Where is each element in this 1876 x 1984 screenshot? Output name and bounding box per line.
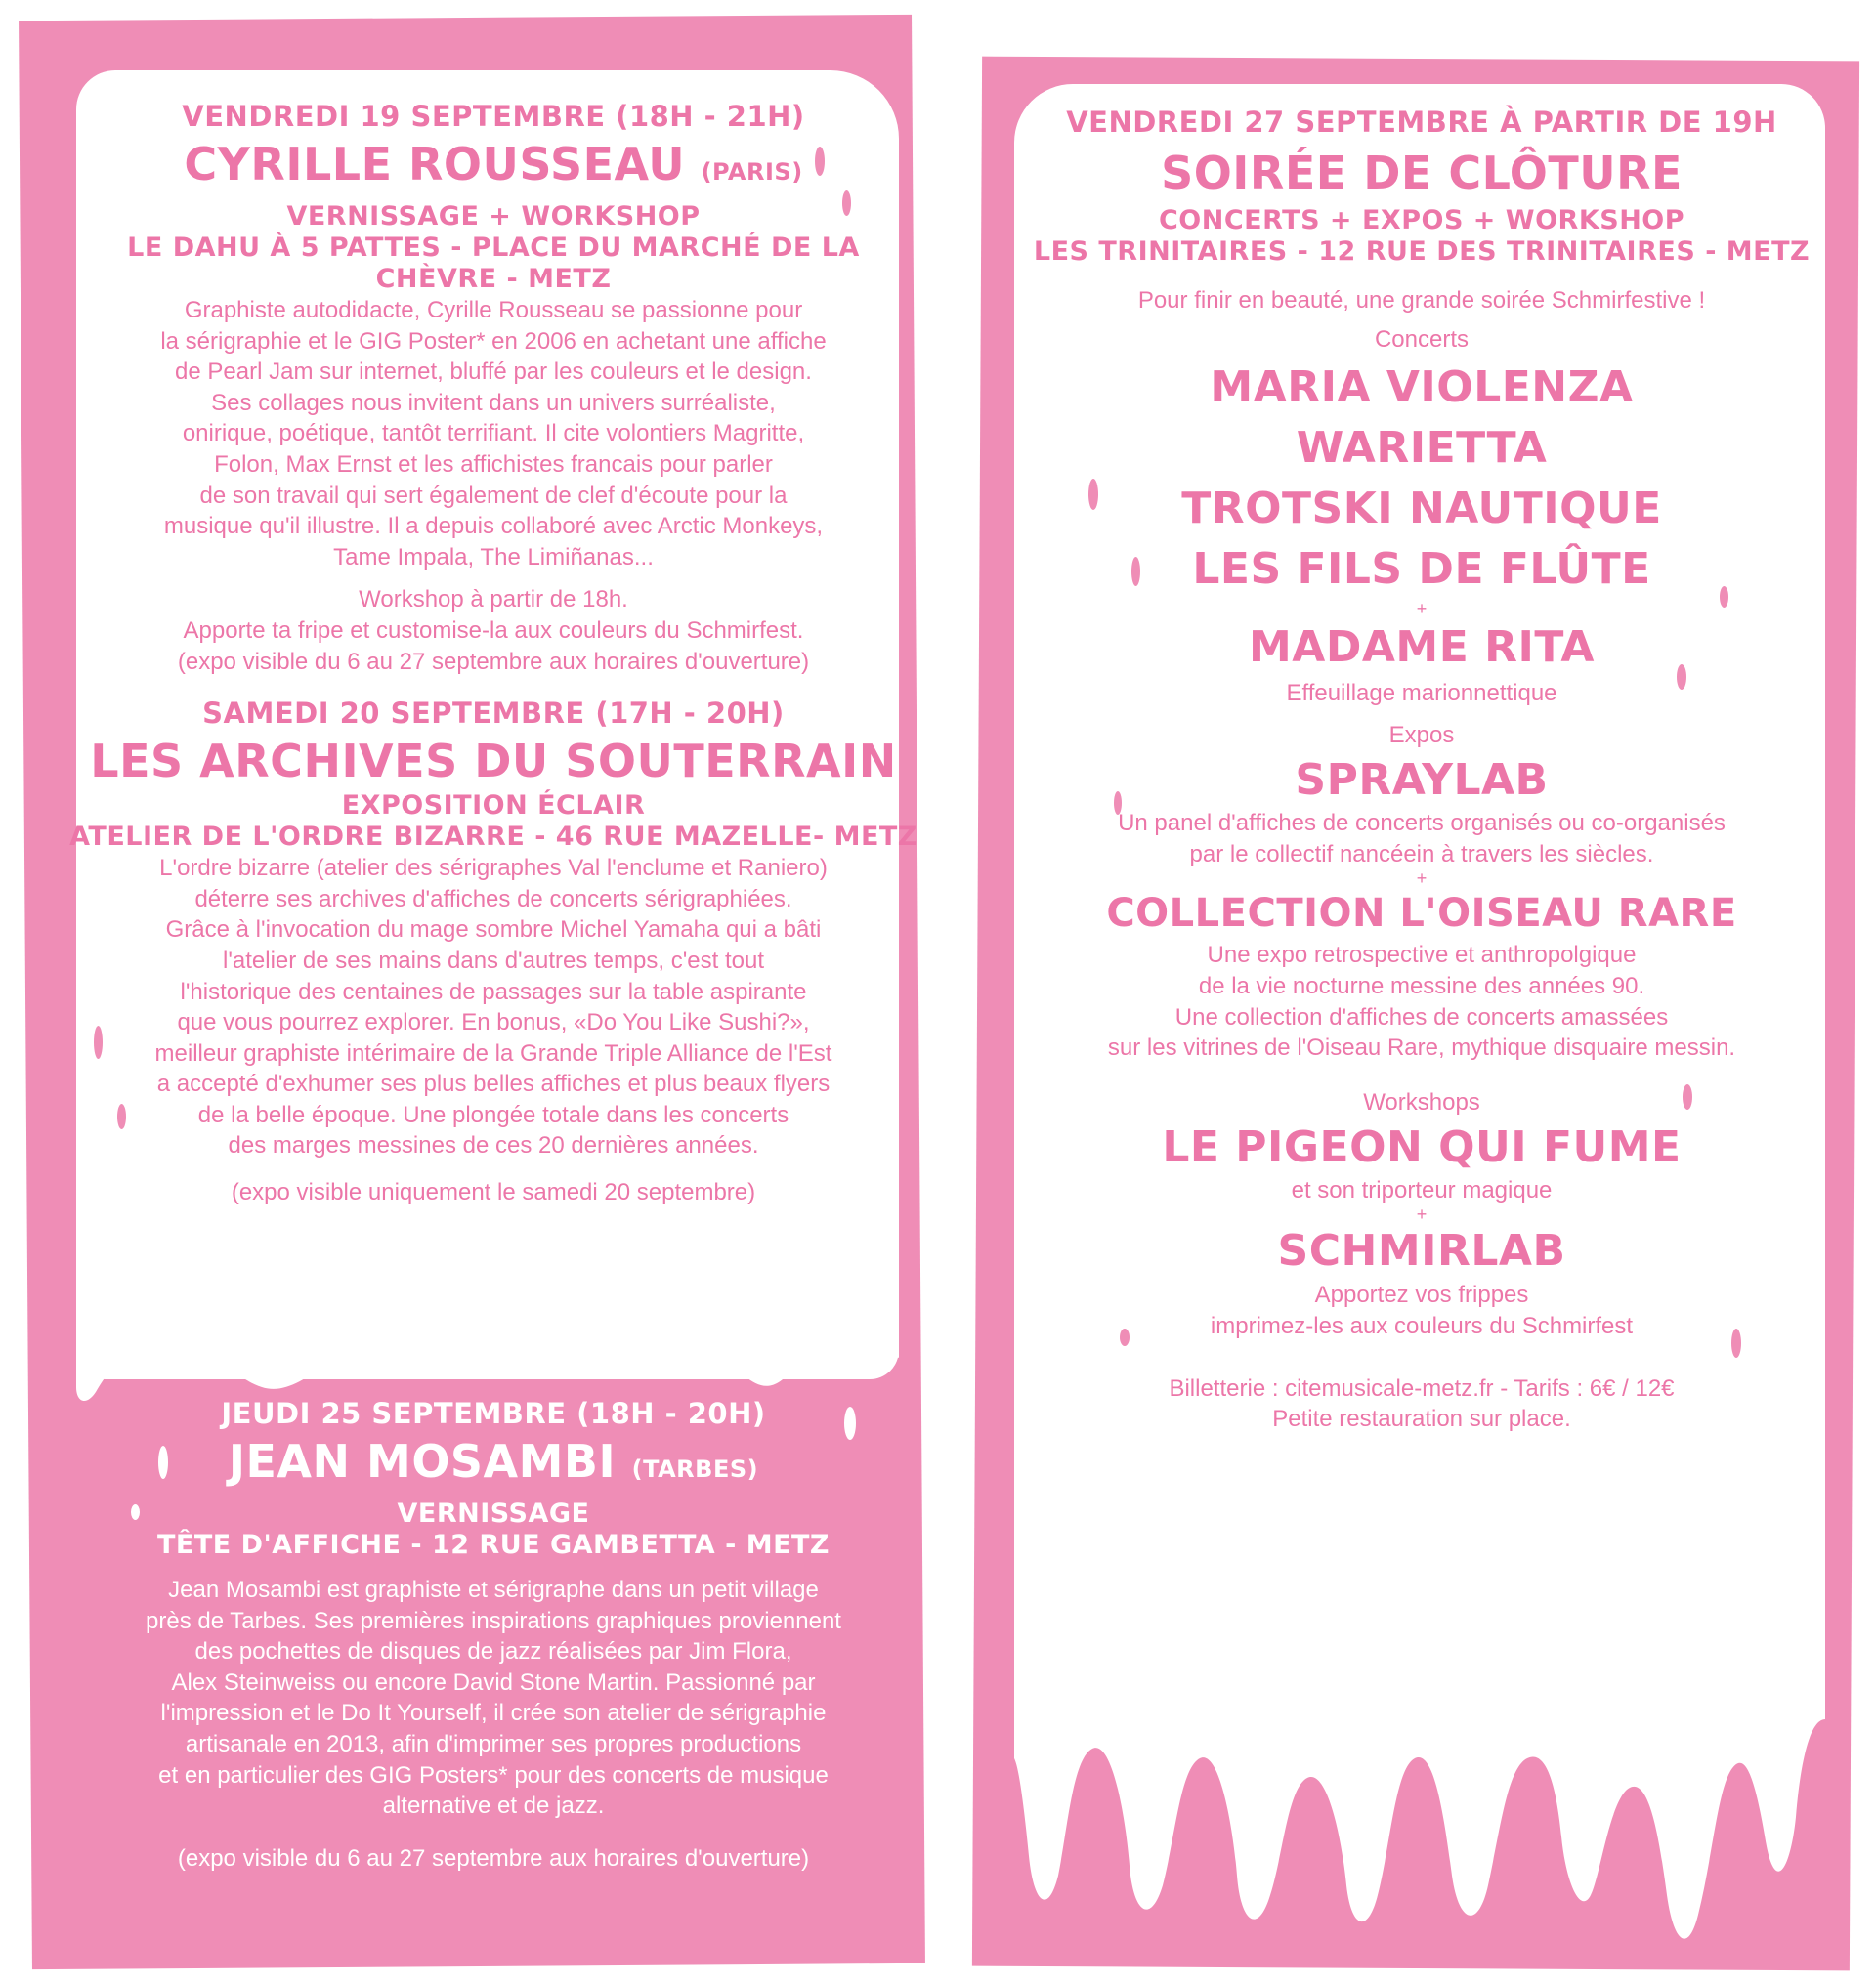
description-line: la sérigraphie et le GIG Poster* en 2006 en achetant une affiche [160,327,827,355]
workshop-description: et son triporteur magique [1291,1176,1553,1203]
event-description [68,295,918,677]
event-title [68,1432,918,1499]
workshop-name: LE PIGEON QUI FUME [1162,1121,1682,1172]
left-column-bottom [68,1395,918,1874]
description-line: Graphiste autodidacte, Cyrille Rousseau se passionne pour [184,297,803,323]
intro-text: Pour finir en beauté, une grande soirée Schmirfestive ! [1137,287,1706,314]
expo-description-line: de la vie nocturne messine des années 90. [1198,972,1645,999]
description-line: près de Tarbes. Ses premières inspirations graphiques proviennent [146,1607,841,1634]
description-line: L'ordre bizarre (atelier des sérigraphes Val l'enclume et Raniero) [159,855,828,882]
right-drip-edge [1014,1602,1825,1973]
event-type: EXPOSITION ÉCLAIR [341,790,646,822]
description-line: des marges messines de ces 20 dernières années. [228,1132,759,1160]
description-line: artisanale en 2013, afin d'imprimer ses propres productions [185,1730,802,1757]
event-city: (TARBES) [631,1456,759,1483]
event-date: VENDREDI 27 SEPTEMBRE À PARTIR DE 19H [1066,106,1777,139]
event-cyrille-rousseau [68,98,918,677]
description-line: a accepté d'exhumer ses plus belles affiches et plus beaux flyers [156,1071,831,1098]
event-jean-mosambi [68,1395,918,1874]
act-description: Effeuillage marionnettique [1286,679,1557,706]
description-line: l'impression et le Do It Yourself, il crée son atelier de sérigraphie [160,1700,827,1727]
event-venue: LE DAHU À 5 PATTES - PLACE DU MARCHÉ DE LA CHÈVRE - METZ [127,232,860,294]
event-type: VERNISSAGE + WORKSHOP [286,201,701,232]
expo-note: (expo visible du 6 au 27 septembre aux horaires d'ouverture) [177,1844,810,1872]
expo-note: (expo visible du 6 au 27 septembre aux horaires d'ouverture) [177,648,810,675]
event-title: SOIRÉE DE CLÔTURE [1161,147,1683,199]
event-title [68,135,918,201]
plus-sign: + [1416,598,1428,618]
expo-description-line: Un panel d'affiches de concerts organisés ou co-organisés [1118,810,1726,837]
description-line: l'atelier de ses mains dans d'autres temps, c'est tout [222,947,764,974]
plus-sign: + [1416,868,1428,889]
description-line: que vous pourrez explorer. En bonus, «Do You Like Sushi?», [177,1009,810,1036]
description-line: musique qu'il illustre. Il a depuis collaboré avec Arctic Monkeys, [163,513,824,540]
workshop-note: Workshop à partir de 18h. [359,586,628,613]
event-description [68,1575,918,1874]
workshops-label: Workshops [1363,1088,1480,1116]
left-column-top [68,98,918,1208]
band-name: LES FILS DE FLÛTE [1192,543,1651,594]
plus-sign: + [1416,1204,1428,1225]
expo-note: (expo visible uniquement le samedi 20 septembre) [231,1179,756,1206]
description-line: l'historique des centaines de passages sur la table aspirante [180,978,807,1005]
workshop-description-line: imprimez-les aux couleurs du Schmirfest [1210,1312,1634,1339]
event-venue: TÊTE D'AFFICHE - 12 RUE GAMBETTA - METZ [156,1530,831,1560]
event-type: CONCERTS + EXPOS + WORKSHOP [1158,205,1685,235]
expo-name: SPRAYLAB [1295,755,1549,806]
band-name: WARIETTA [1296,422,1548,473]
description-line: Folon, Max Ernst et les affichistes francais pour parler [214,450,773,478]
event-type: VERNISSAGE [397,1499,590,1529]
description-line: Tame Impala, The Limiñanas... [333,543,654,570]
workshop-note: Apporte ta fripe et customise-la aux couleurs du Schmirfest. [183,616,804,644]
right-column [1026,104,1817,1435]
description-line: Alex Steinweiss ou encore David Stone Martin. Passionné par [171,1668,816,1696]
description-line: de Pearl Jam sur internet, bluffé par les couleurs et le design. [175,359,812,386]
expo-description-line: Une expo retrospective et anthropolgique [1207,942,1637,969]
description-line: onirique, poétique, tantôt terrifiant. Il cite volontiers Magritte, [182,420,805,447]
event-archives-souterrain [68,695,918,1208]
expos-label: Expos [1388,722,1455,749]
description-line: et en particulier des GIG Posters* pour des concerts de musique [158,1761,829,1789]
band-name: TROTSKI NAUTIQUE [1181,483,1662,533]
description-line: des pochettes de disques de jazz réalisées par Jim Flora, [194,1638,792,1666]
event-title-text: CYRILLE ROUSSEAU [184,138,686,190]
event-date: JEUDI 25 SEPTEMBRE (18H - 20H) [221,1397,766,1430]
workshop-name: SCHMIRLAB [1277,1226,1566,1277]
expo-description-line: Une collection d'affiches de concerts amassées [1174,1003,1669,1031]
expo-description-line: sur les vitrines de l'Oiseau Rare, mythique disquaire messin. [1107,1034,1736,1062]
workshop-description-line: Apportez vos frippes [1314,1282,1529,1309]
event-venue: LES TRINITAIRES - 12 RUE DES TRINITAIRES - METZ [1033,236,1811,267]
band-name: MARIA VIOLENZA [1210,361,1634,412]
concerts-label: Concerts [1374,325,1470,353]
food-info: Petite restauration sur place. [1272,1406,1571,1433]
event-venue: ATELIER DE L'ORDRE BIZARRE - 46 RUE MAZELLE- METZ [69,822,917,853]
ticketing-info: Billetterie : citemusicale-metz.fr - Tarifs : 6€ / 12€ [1169,1374,1675,1402]
act-name: MADAME RITA [1249,621,1595,672]
event-title: LES ARCHIVES DU SOUTERRAIN [90,735,897,788]
description-line: Jean Mosambi est graphiste et sérigraphe dans un petit village [168,1577,819,1603]
event-date: SAMEDI 20 SEPTEMBRE (17H - 20H) [202,697,785,731]
description-line: meilleur graphiste intérimaire de la Grande Triple Alliance de l'Est [154,1039,832,1067]
description-line: alternative et de jazz. [382,1793,605,1820]
event-city: (PARIS) [701,158,803,186]
description-line: de la belle époque. Une plongée totale dans les concerts [197,1101,789,1128]
event-date: VENDREDI 19 SEPTEMBRE (18H - 21H) [182,100,805,133]
expo-description-line: par le collectif nancéein à travers les siècles. [1189,840,1654,867]
description-line: déterre ses archives d'affiches de concerts sérigraphiées. [194,885,792,912]
description-line: Ses collages nous invitent dans un univers surréaliste, [211,389,776,416]
event-description [68,853,918,1208]
expo-name: COLLECTION L'OISEAU RARE [1106,891,1737,937]
description-line: Grâce à l'invocation du mage sombre Michel Yamaha qui a bâti [165,916,822,944]
event-title-text: JEAN MOSAMBI [228,1435,617,1488]
description-line: de son travail qui sert également de clef d'écoute pour la [199,482,788,509]
